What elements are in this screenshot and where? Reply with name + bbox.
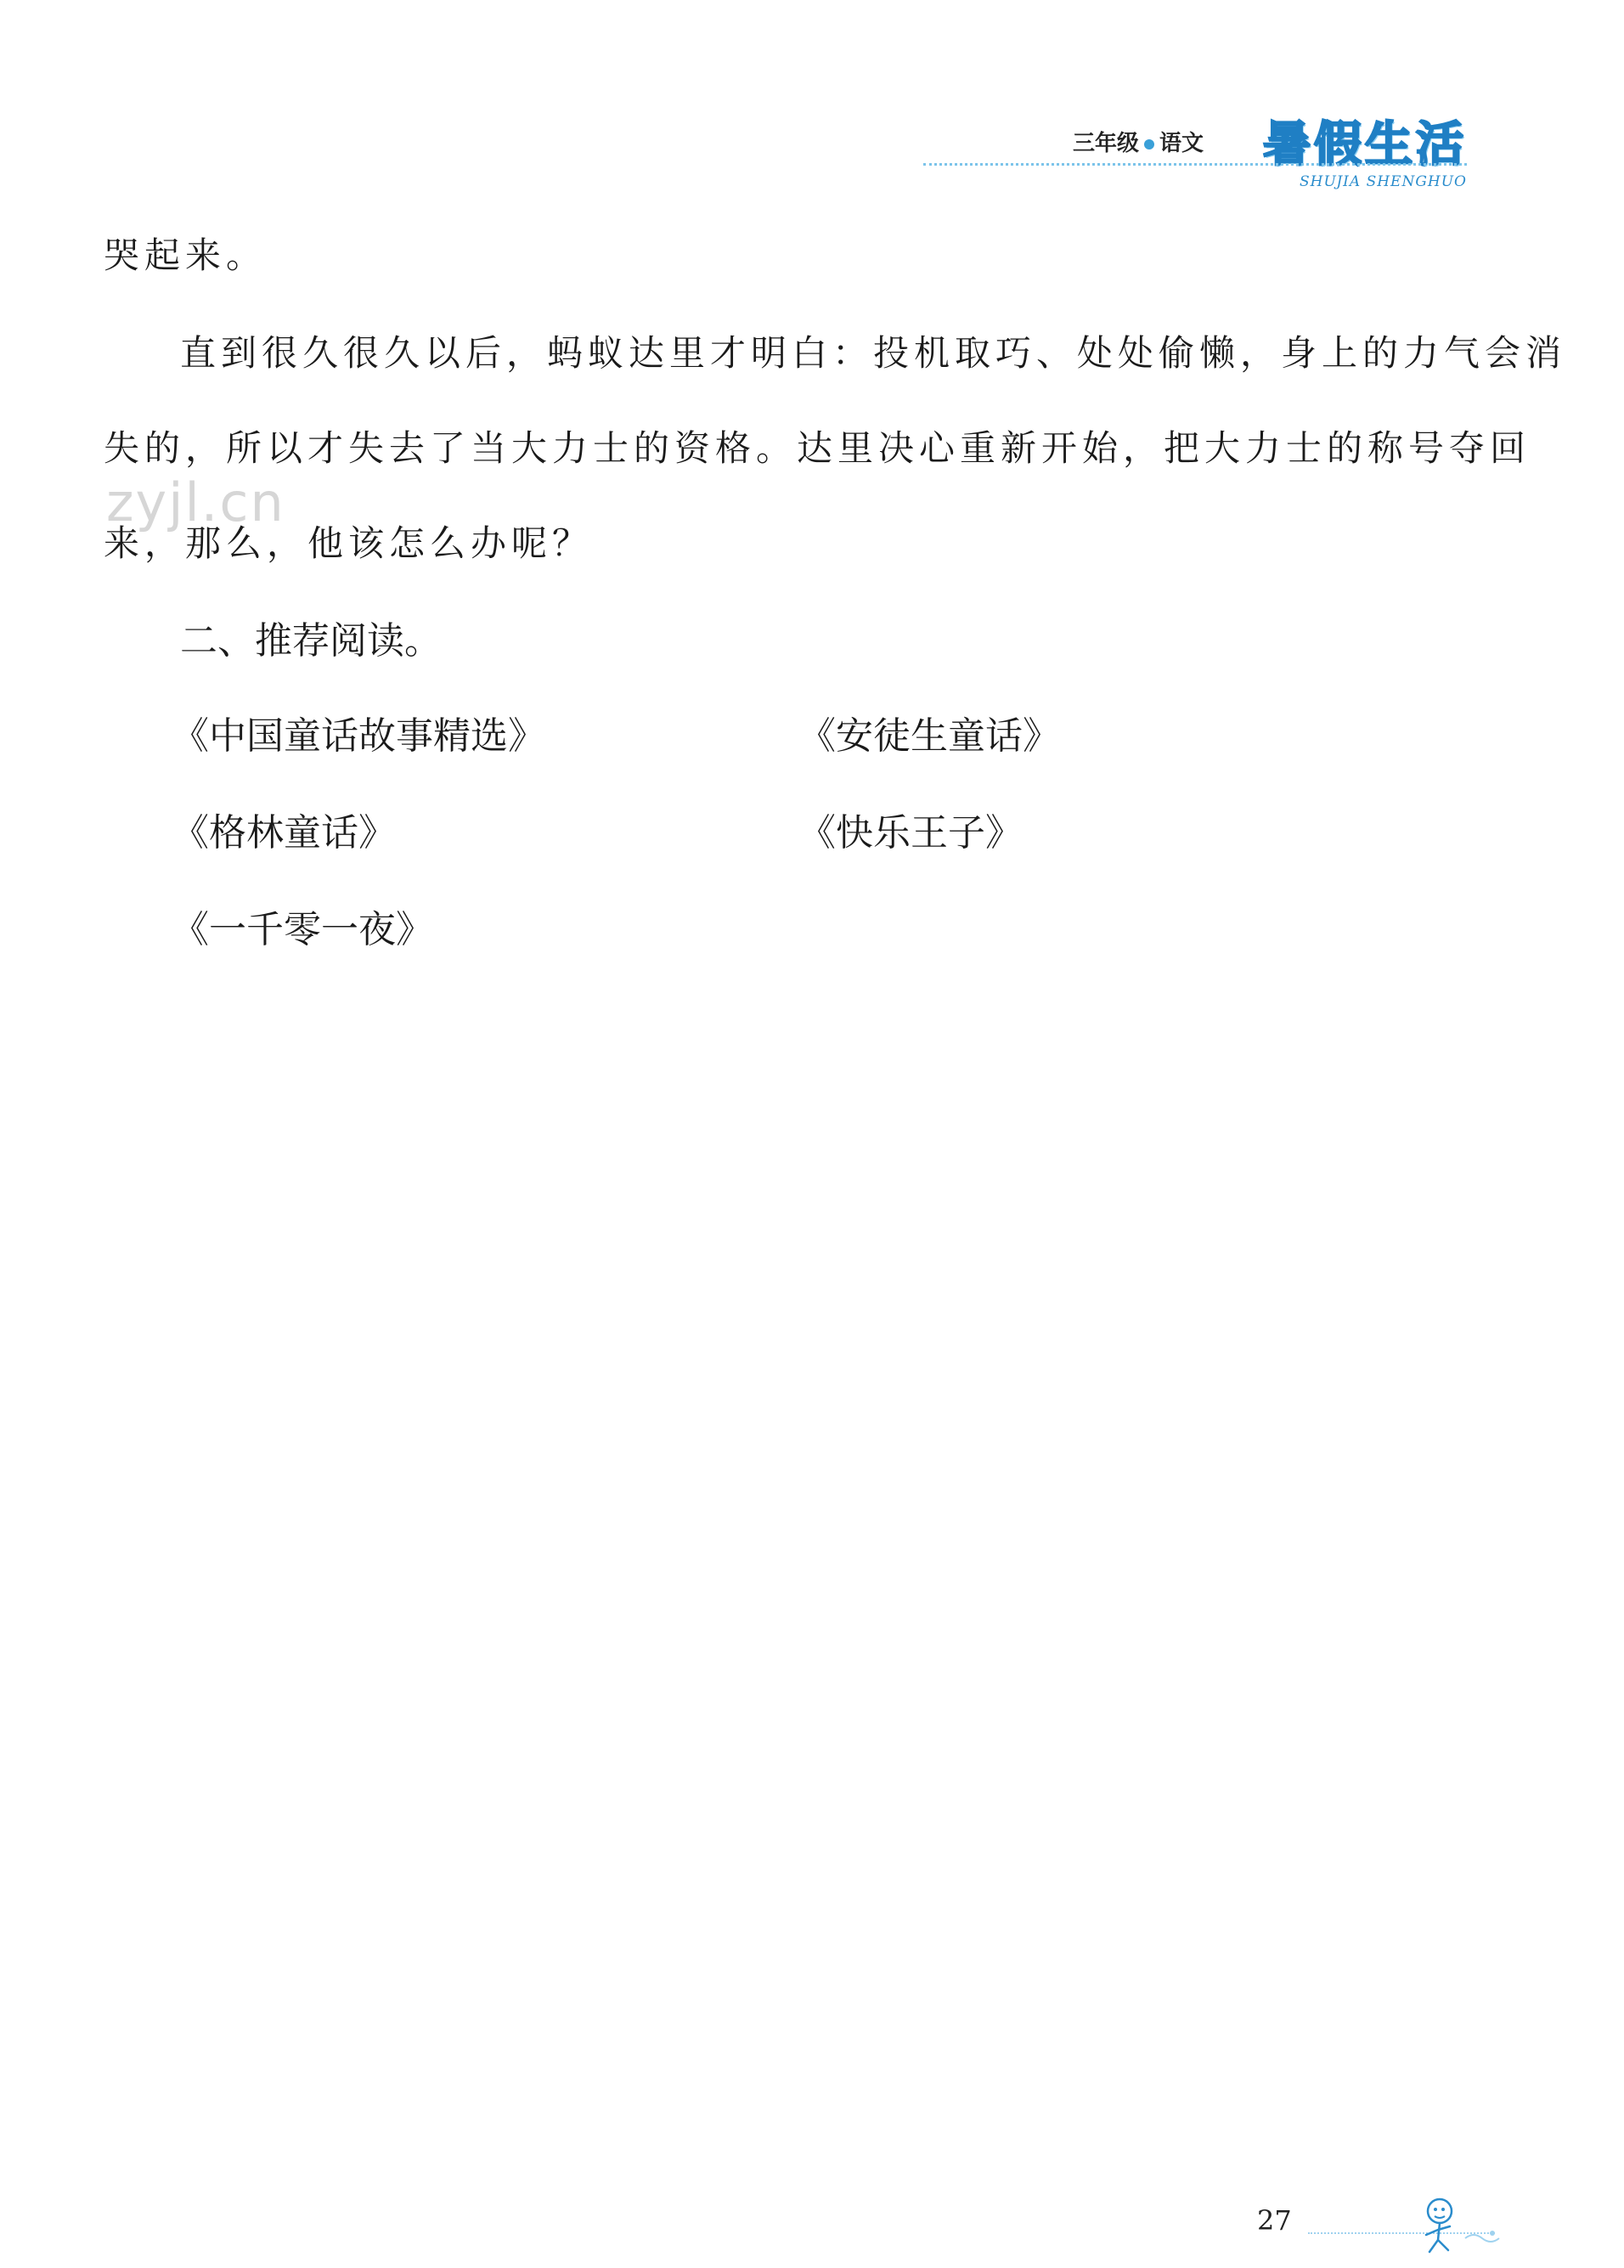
book-title: 《一千零一夜》 bbox=[172, 908, 433, 951]
body-line-3: 失的，所以才失去了当大力士的资格。达里决心重新开始，把大力士的称号夺回 bbox=[104, 427, 1531, 469]
page-header bbox=[923, 102, 1467, 195]
book-title: 《快乐王子》 bbox=[798, 811, 1023, 855]
header-grade-subject bbox=[1073, 126, 1204, 157]
body-line-4: 来，那么，他该怎么办呢？ bbox=[104, 522, 594, 564]
page-number: 27 bbox=[1257, 2204, 1292, 2237]
header-pinyin: SHUJIA SHENGHUO bbox=[1300, 173, 1467, 190]
book-title: 《格林童话》 bbox=[172, 811, 396, 855]
body-line-1: 哭起来。 bbox=[104, 234, 268, 276]
header-subject: 语文 bbox=[1159, 131, 1204, 156]
header-logo: 暑假生活 bbox=[1263, 117, 1467, 172]
book-title: 《中国童话故事精选》 bbox=[172, 714, 545, 758]
section-heading: 二、推荐阅读。 bbox=[180, 619, 442, 663]
header-divider bbox=[923, 163, 1467, 166]
header-grade: 三年级 bbox=[1072, 131, 1139, 156]
cartoon-child-icon bbox=[1414, 2196, 1508, 2259]
header-dot-icon bbox=[1144, 139, 1154, 150]
watermark: zyjl.cn bbox=[106, 471, 285, 533]
body-line-2: 直到很久很久以后，蚂蚁达里才明白：投机取巧、处处偷懒，身上的力气会消 bbox=[180, 332, 1567, 374]
book-title: 《安徒生童话》 bbox=[798, 714, 1060, 758]
